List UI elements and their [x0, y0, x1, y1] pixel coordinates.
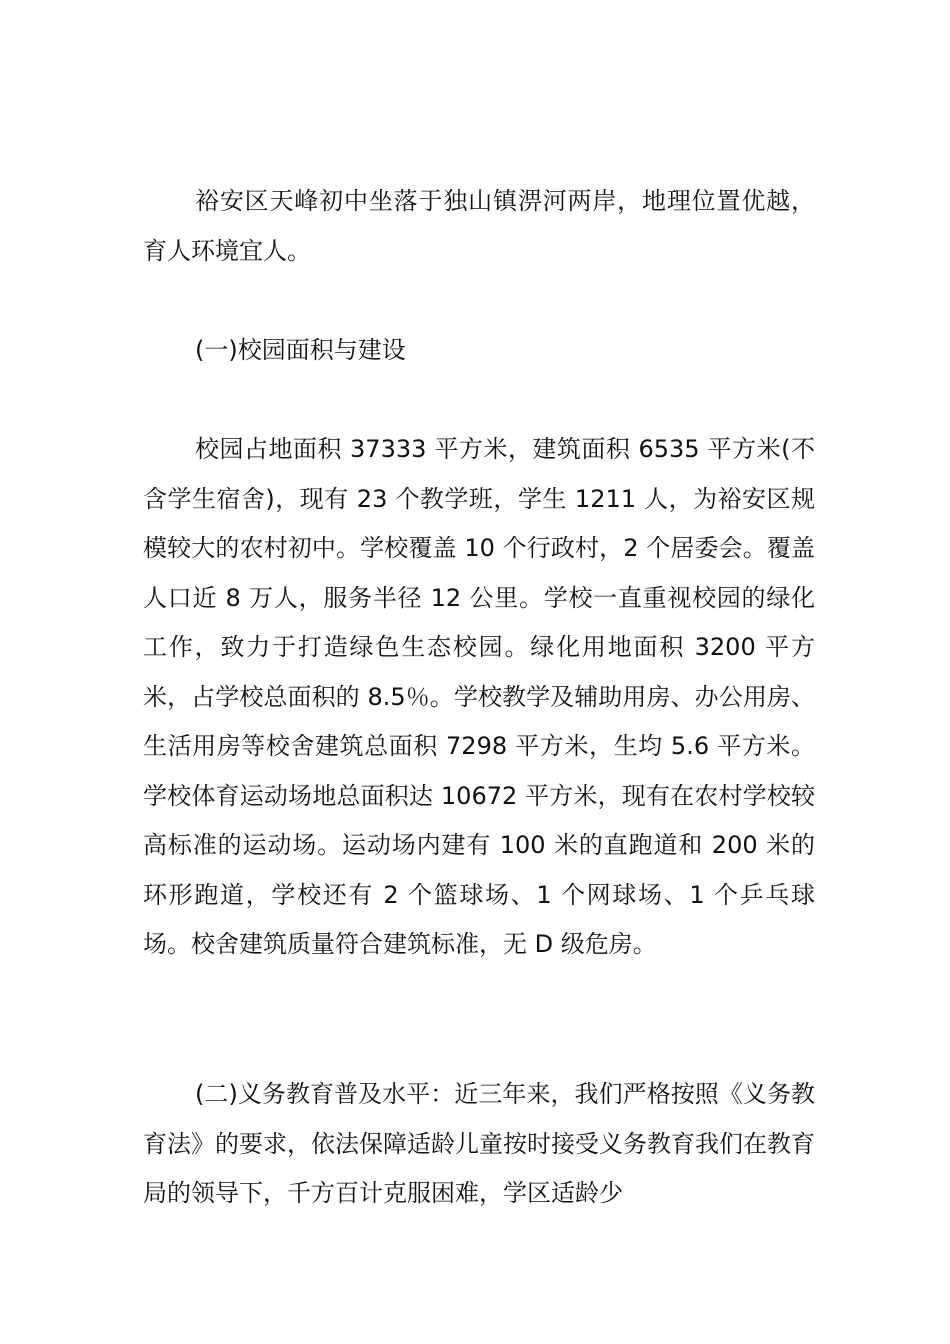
- section1-heading: (一)校园面积与建设: [195, 336, 406, 364]
- section2-paragraph: (二)义务教育普及水平：近三年来，我们严格按照《义务教育法》的要求，依法保障适龄儿童按时接受义务教育我们在教育局的领导下，千方百计克服困难，学区适龄少: [143, 1080, 815, 1207]
- intro-paragraph: 裕安区天峰初中坐落于独山镇淠河两岸，地理位置优越，育人环境宜人。: [143, 187, 815, 265]
- section1-body-paragraph: 校园占地面积 37333 平方米，建筑面积 6535 平方米(不含学生宿舍)，现有 23 个教学班，学生 1211 人，为裕安区规模较大的农村初中。学校覆盖 10 个行政村，2 个居委会。覆盖人口近 8 万人，服务半径 12 公里。学校一直重视校园的绿化工作，致力于打造绿色生态校园。绿化用地面积 3200 平方米，占学校总面积的 8.5％。学校教学及辅助用房、办公用房、生活用房等校舍建筑总面积 7298 平方米，生均 5.6 平方米。学校体育运动场地总面积达 10672 平方米，现有在农村学校较高标准的运动场。运动场内建有 100 米的直跑道和 200 米的环形跑道，学校还有 2 个篮球场、1 个网球场、1 个乒乓球场。校舍建筑质量符合建筑标准，无 D 级危房。: [143, 435, 815, 958]
